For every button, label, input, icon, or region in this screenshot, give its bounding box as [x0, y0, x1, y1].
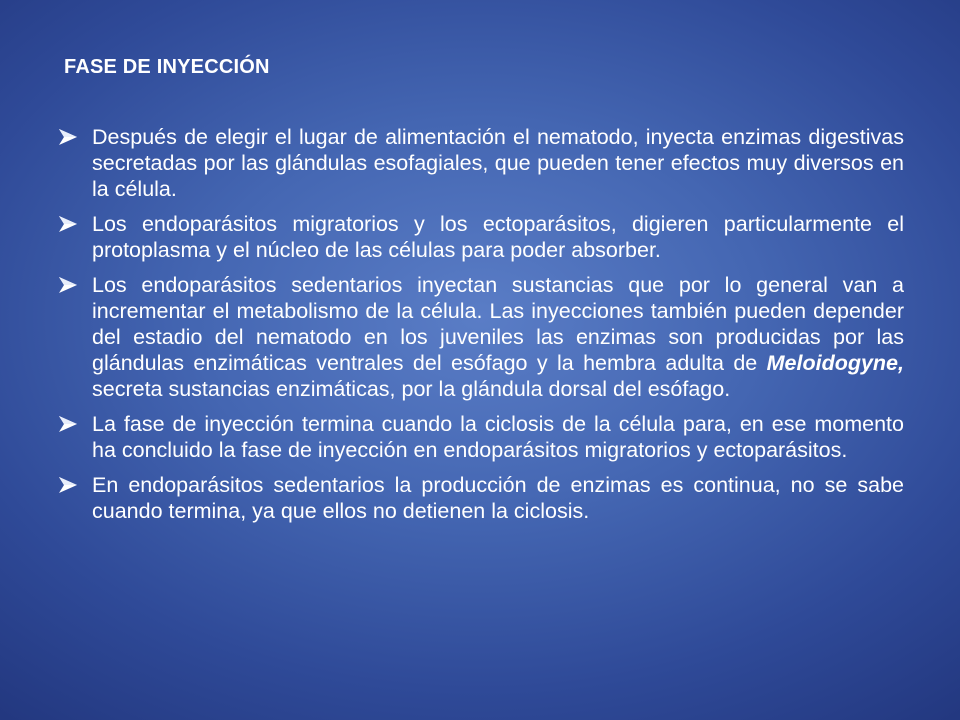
bullet-item: [58, 411, 904, 463]
bullet-item: [58, 272, 904, 402]
arrowhead-bullet-icon: [58, 272, 92, 298]
bullet-text: En endoparásitos sedentarios la producción de enzimas es continua, no se sabe cuando termina, ya que ellos no detienen la ciclosis.: [92, 473, 904, 523]
bullet-item: [58, 472, 904, 524]
bullet-text: La fase de inyección termina cuando la ciclosis de la célula para, en ese momento ha concluido la fase de inyección en endoparásitos migratorios y ectoparásitos.: [92, 412, 904, 462]
arrowhead-bullet-icon: [58, 211, 92, 237]
bullet-item: [58, 211, 904, 263]
bullet-item: [58, 124, 904, 202]
slide-title: FASE DE INYECCIÓN: [64, 56, 270, 78]
arrowhead-bullet-icon: [58, 124, 92, 150]
arrowhead-bullet-icon: [58, 411, 92, 437]
bullet-text: [92, 272, 904, 402]
bullet-text: Los endoparásitos migratorios y los ectoparásitos, digieren particularmente el protoplasma y el núcleo de las células para poder absorber.: [92, 212, 904, 262]
bullet-text: Después de elegir el lugar de alimentación el nematodo, inyecta enzimas digestivas secretadas por las glándulas esofagiales, que pueden tener efectos muy diversos en la célula.: [92, 125, 904, 201]
bullet-text-after: secreta sustancias enzimáticas, por la glándula dorsal del esófago.: [92, 377, 731, 401]
species-name-emphasis: Meloidogyne,: [766, 351, 904, 375]
bullet-text-before: Los endoparásitos sedentarios inyectan sustancias que por lo general van a incrementar el metabolismo de la célula. Las inyecciones también pueden depender del estadio del nematodo en los juveniles las enzimas son producidas por las glándulas enzimáticas ventrales del esófago y la hembra adulta de: [92, 273, 904, 375]
bullet-list: [58, 124, 904, 533]
arrowhead-bullet-icon: [58, 472, 92, 498]
